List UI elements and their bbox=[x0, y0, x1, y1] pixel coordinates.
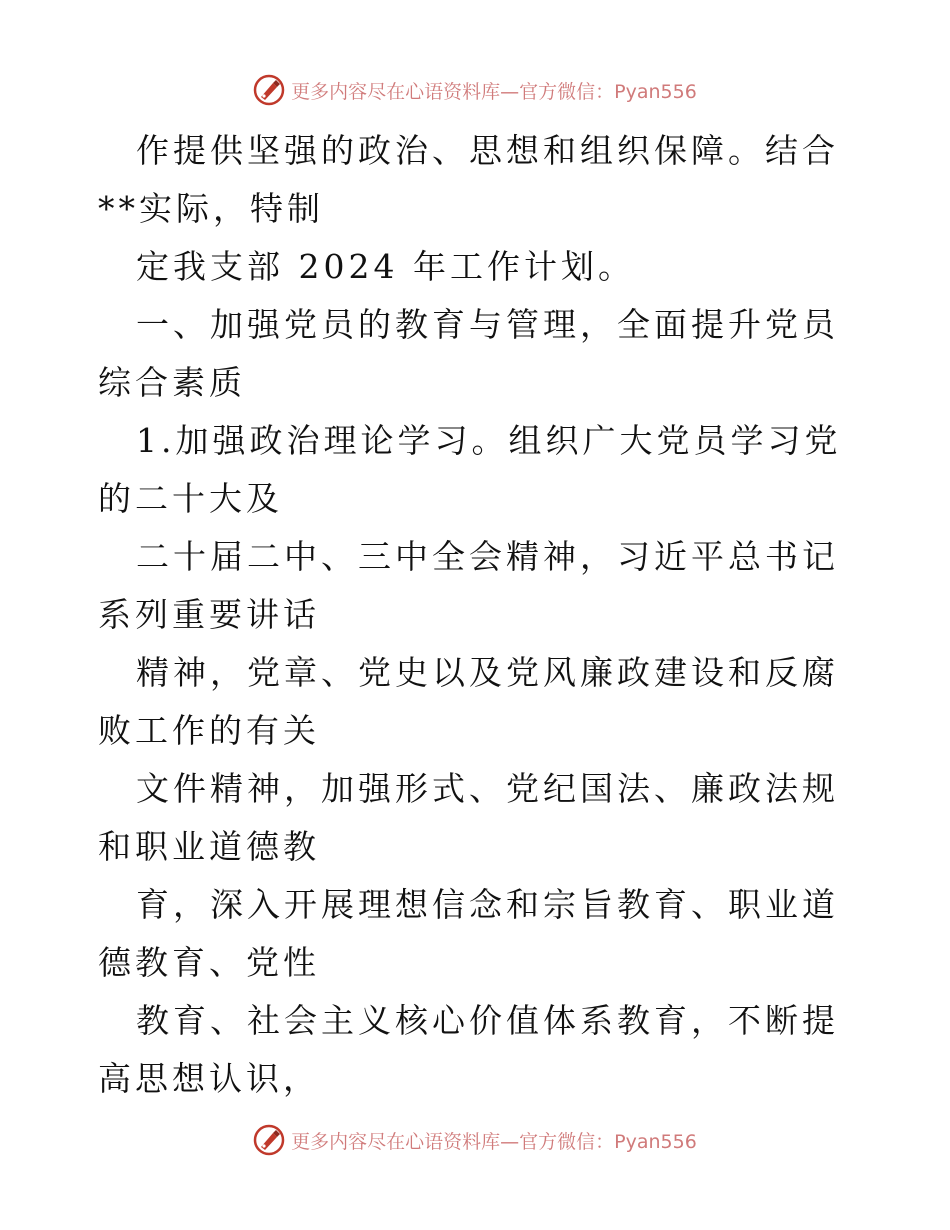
document-body bbox=[98, 122, 858, 1108]
watermark-text: 更多内容尽在心语资料库—官方微信：Pyan556 bbox=[291, 1130, 697, 1153]
paragraph: 教育、社会主义核心价值体系教育，不断提高思想认识， bbox=[98, 1001, 839, 1098]
footer-watermark bbox=[0, 1120, 950, 1160]
paragraph: 作提供坚强的政治、思想和组织保障。结合**实际，特制 bbox=[98, 131, 839, 228]
paragraph: 育，深入开展理想信念和宗旨教育、职业道德教育、党性 bbox=[98, 885, 839, 982]
pen-nib-logo-icon bbox=[253, 74, 285, 106]
header-watermark bbox=[0, 70, 950, 110]
paragraph: 一、加强党员的教育与管理，全面提升党员综合素质 bbox=[98, 305, 839, 402]
paragraph: 文件精神，加强形式、党纪国法、廉政法规和职业道德教 bbox=[98, 769, 839, 866]
paragraph: 1.加强政治理论学习。组织广大党员学习党的二十大及 bbox=[98, 421, 842, 518]
paragraph: 二十届二中、三中全会精神，习近平总书记系列重要讲话 bbox=[98, 537, 839, 634]
paragraph: 定我支部 2024 年工作计划。 bbox=[136, 247, 635, 286]
watermark-text: 更多内容尽在心语资料库—官方微信：Pyan556 bbox=[291, 80, 697, 103]
pen-nib-logo-icon bbox=[253, 1124, 285, 1156]
paragraph: 精神，党章、党史以及党风廉政建设和反腐败工作的有关 bbox=[98, 653, 839, 750]
